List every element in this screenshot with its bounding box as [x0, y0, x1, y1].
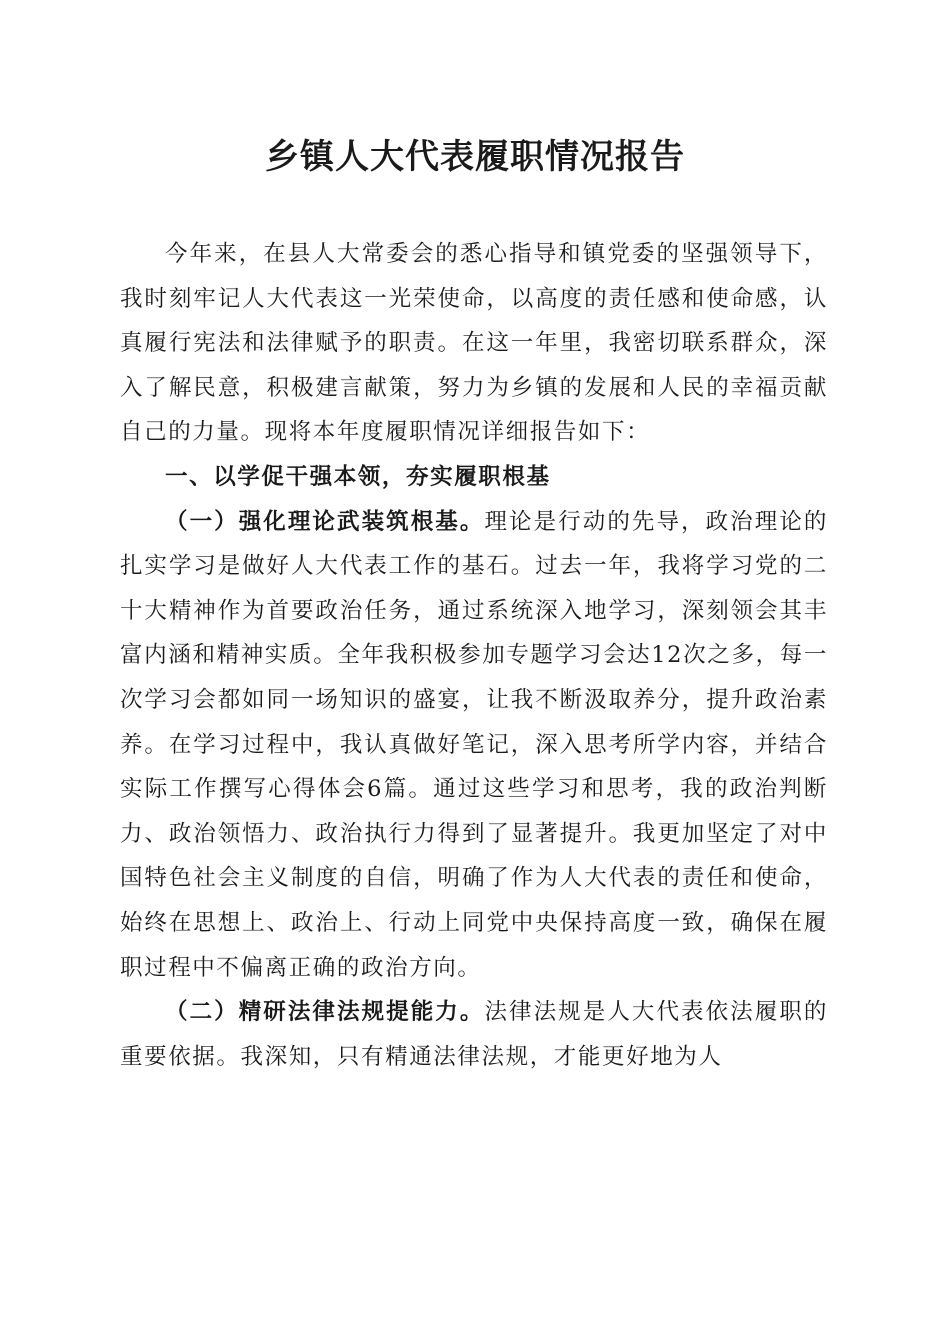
document-body [120, 232, 828, 1079]
subsection-paragraph [120, 500, 828, 991]
subsection-lead: （一）强化理论武装筑根基。 [165, 508, 485, 535]
intro-paragraph: 今年来，在县人大常委会的悉心指导和镇党委的坚强领导下，我时刻牢记人大代表这一光荣使命，以高度的责任感和使命感，认真履行宪法和法律赋予的职责。在这一年里，我密切联系群众，深入了解民意，积极建言献策，努力为乡镇的发展和人民的幸福贡献自己的力量。现将本年度履职情况详细报告如下： [120, 241, 828, 446]
subsection-paragraph [120, 990, 828, 1079]
subsection-text: 理论是行动的先导，政治理论的扎实学习是做好人大代表工作的基石。过去一年，我将学习党的二十大精神作为首要政治任务，通过系统深入地学习，深刻领会其丰富内涵和精神实质。全年我积极参加专题学习会达12次之多，每一次学习会都如同一场知识的盛宴，让我不断汲取养分，提升政治素养。在学习过程中，我认真做好笔记，深入思考所学内容，并结合实际工作撰写心得体会6篇。通过这些学习和思考，我的政治判断力、政治领悟力、政治执行力得到了显著提升。我更加坚定了对中国特色社会主义制度的自信，明确了作为人大代表的责任和使命，始终在思想上、政治上、行动上同党中央保持高度一致，确保在履职过程中不偏离正确的政治方向。 [120, 508, 828, 981]
section-heading: 一、以学促干强本领，夯实履职根基 [165, 463, 551, 490]
subsection-lead: （二）精研法律法规提能力。 [165, 999, 485, 1026]
document-title: 乡镇人大代表履职情况报告 [265, 137, 685, 177]
subsection-text: 法律法规是人大代表依法履职的重要依据。我深知，只有精通法律法规，才能更好地为人 [120, 999, 828, 1070]
